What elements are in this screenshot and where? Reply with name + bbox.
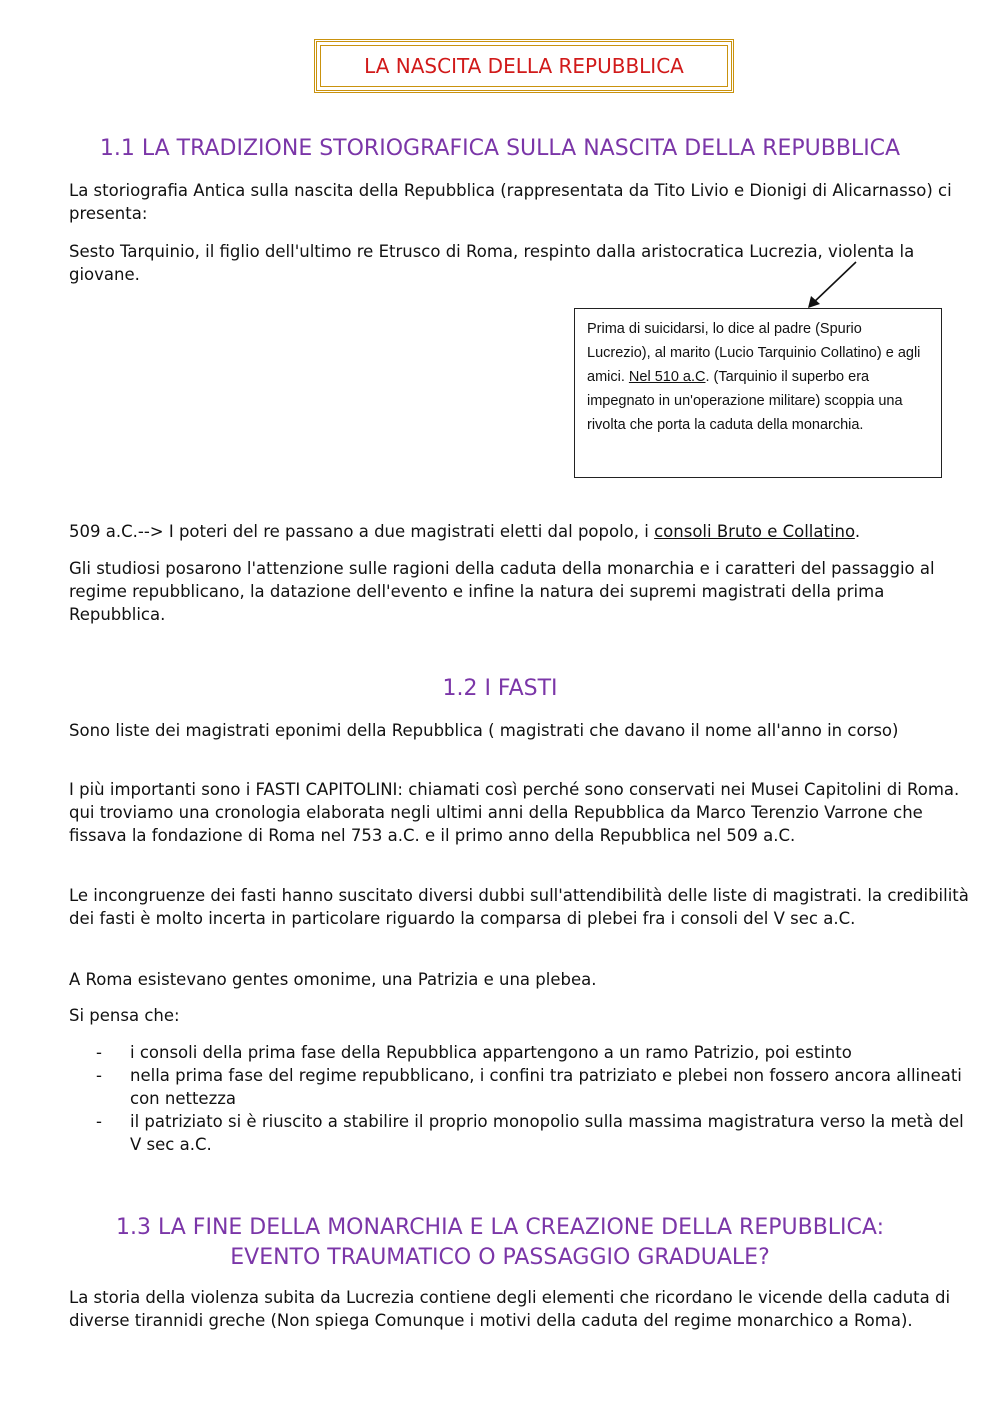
arrow-icon <box>800 258 864 312</box>
section-3-heading-line-2: EVENTO TRAUMATICO O PASSAGGIO GRADUALE? <box>230 1245 770 1270</box>
side-note-box <box>574 308 942 478</box>
consuls-names: consoli Bruto e Collatino <box>654 522 855 541</box>
section-3-heading <box>0 1213 1000 1273</box>
bullet-list <box>96 1041 976 1156</box>
list-item <box>96 1041 976 1064</box>
bullet-marker: - <box>96 1112 102 1131</box>
section-1-intro: La storiografia Antica sulla nascita della Repubblica (rappresentata da Tito Livio e Dionigi di Alicarnasso) ci presenta: <box>69 181 952 223</box>
section-2-p2: I più importanti sono i FASTI CAPITOLINI: chiamati così perché sono conservati nei Musei Capitolini di Roma. qui troviamo una cronologia elaborata negli ultimi anni della Repubblica da Marco Terenzio Varrone che fissava la fondazione di Roma nel 753 a.C. e il primo anno della Repubblica nel 509 a.C. <box>69 780 960 845</box>
section-2-p3: Le incongruenze dei fasti hanno suscitato diversi dubbi sull'attendibilità delle liste di magistrati. la credibilità dei fasti è molto incerta in particolare riguardo la comparsa di plebei fra i consoli del V sec a.C. <box>69 886 969 928</box>
document-title <box>314 39 734 93</box>
section-2-p1: Sono liste dei magistrati eponimi della Repubblica ( magistrati che davano il nome all'anno in corso) <box>69 721 899 740</box>
section-1-heading: 1.1 LA TRADIZIONE STORIOGRAFICA SULLA NASCITA DELLA REPUBBLICA <box>99 136 901 161</box>
section-3-p1: La storia della violenza subita da Lucrezia contiene degli elementi che ricordano le vicende della caduta di diverse tirannidi greche (Non spiega Comunque i motivi della caduta del regime monarchico a Roma). <box>69 1288 951 1330</box>
document-title-text: LA NASCITA DELLA REPUBBLICA <box>364 54 684 78</box>
side-note-date: Nel 510 a.C <box>628 369 706 385</box>
consuls-end: . <box>854 522 861 541</box>
side-note-text-2: . (Tarquinio il superbo era impegnato in un'operazione militare) scoppia una rivolta che porta la caduta della monarchia. <box>587 369 903 433</box>
list-item <box>96 1064 976 1110</box>
bullet-marker: - <box>96 1043 102 1062</box>
list-item-text: nella prima fase del regime repubblicano, i confini tra patriziato e plebei non fossero ancora allineati con nettezza <box>130 1066 962 1108</box>
list-item-text: il patriziato si è riuscito a stabilire il proprio monopolio sulla massima magistratura verso la metà del V sec a.C. <box>130 1112 964 1154</box>
list-item <box>96 1110 976 1156</box>
bullet-marker: - <box>96 1066 102 1085</box>
section-3-heading-line-1: 1.3 LA FINE DELLA MONARCHIA E LA CREAZIONE DELLA REPUBBLICA: <box>116 1215 884 1240</box>
list-item-text: i consoli della prima fase della Repubblica appartengono a un ramo Patrizio, poi estinto <box>130 1043 852 1062</box>
section-2-heading: 1.2 I FASTI <box>442 676 558 701</box>
section-2-p5: Si pensa che: <box>69 1006 180 1025</box>
consuls-text: 509 a.C.--> I poteri del re passano a due magistrati eletti dal popolo, i <box>69 522 655 541</box>
section-1-event: Sesto Tarquinio, il figlio dell'ultimo re Etrusco di Roma, respinto dalla aristocratica Lucrezia, violenta la giovane. <box>69 242 915 284</box>
section-2-p4: A Roma esistevano gentes omonime, una Patrizia e una plebea. <box>69 970 597 989</box>
side-note-text-1: Prima di suicidarsi, lo dice al padre (Spurio Lucrezio), al marito (Lucio Tarquinio Collatino) e agli amici. <box>587 321 921 385</box>
section-1-studies: Gli studiosi posarono l'attenzione sulle ragioni della caduta della monarchia e i caratteri del passaggio al regime repubblicano, la datazione dell'evento e infine la natura dei supremi magistrati della prima Repubblica. <box>69 559 935 624</box>
section-1-consuls <box>69 520 969 543</box>
